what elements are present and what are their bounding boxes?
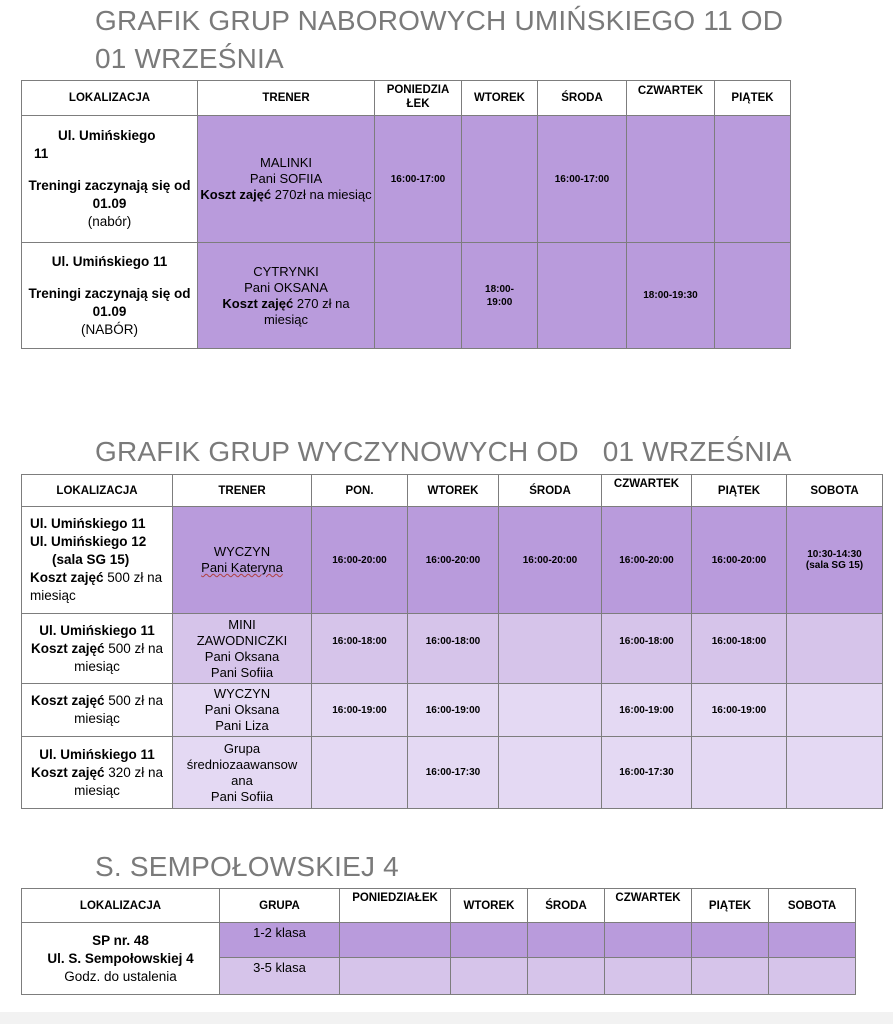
time-cell-saturday [787,507,883,614]
time-cell: 16:00-17:30 [602,737,692,809]
time-cell [715,116,791,243]
time-cell: 16:00-19:00 [312,684,408,737]
empty-cell [605,958,692,995]
time-cell [375,243,462,349]
trainer-name: Pani SOFIIA [249,171,323,186]
location-street: Ul. S. Sempołowskiej 4 [47,950,194,966]
trainer-name-2: Pani Sofiia [210,664,274,680]
time-cell [499,737,602,809]
header-wtorek: WTOREK [408,475,499,507]
section1-title-line2: 01 WRZEŚNIA [95,43,284,74]
location-cell [22,923,220,995]
trainer-cost [200,296,372,328]
empty-cell [528,923,605,958]
location-cost [24,640,170,676]
trainer-cell [173,684,312,737]
saturday-room: (sala SG 15) [805,560,864,571]
group-cell: 3-5 klasa [220,958,340,995]
empty-cell [528,958,605,995]
time-cell: 18:00-19:30 [627,243,715,349]
trainer-group: MINI [228,616,256,632]
location-cost [24,764,170,800]
trainer-cost [200,187,372,203]
trainer-cell [198,243,375,349]
time-cell: 16:00-20:00 [602,507,692,614]
header-piatek: PIĄTEK [692,475,787,507]
group-cell: 1-2 klasa [220,923,340,958]
header-piatek: PIĄTEK [692,889,769,923]
trainer-name: Pani Oksana [204,648,280,664]
competitive-schedule-table [21,474,883,809]
trainer-group-2: ZAWODNICZKI [196,632,288,648]
location-street: Ul. Umińskiego [58,128,156,143]
cost-label: Koszt zajęć [30,693,105,708]
time-cell [538,243,627,349]
header-trener: TRENER [198,81,375,116]
time-cell: 16:00-18:00 [408,614,499,684]
saturday-time: 10:30-14:30 [807,549,862,560]
location-start-note: Treningi zaczynają się od 01.09 [28,285,191,319]
location-cell [22,243,198,349]
header-sroda: ŚRODA [538,81,627,116]
time-cell [692,737,787,809]
cost-value: 270zł na miesiąc [274,187,372,202]
location-cell [22,737,173,809]
header-trener: TRENER [173,475,312,507]
time-cell [787,737,883,809]
time-cell [462,116,538,243]
cost-value: 320 zł na miesiąc [74,764,164,798]
time-cell: 16:00-18:00 [692,614,787,684]
time-cell: 16:00-17:30 [408,737,499,809]
header-czwartek: CZWARTEK [627,81,715,116]
location-status: (nabór) [87,214,132,229]
time-cell: 16:00-20:00 [692,507,787,614]
location-cell [22,507,173,614]
sempolowskiej-schedule-table [21,888,856,995]
location-street: Ul. Umińskiego 11 [51,253,168,269]
location-cell [22,684,173,737]
time-cell [715,243,791,349]
section3-title: S. SEMPOŁOWSKIEJ 4 [95,851,399,882]
header-czwartek: CZWARTEK [602,475,692,507]
empty-cell [769,923,856,958]
time-cell: 16:00-17:00 [538,116,627,243]
time-cell [787,614,883,684]
bottom-scroll-bar [0,1012,893,1024]
location-number: 11 [34,146,49,161]
trainer-cell [173,737,312,809]
trainer-name: Pani Sofiia [210,788,274,804]
empty-cell [451,923,528,958]
trainer-group-2: średniozaawansow [186,756,298,772]
header-sobota: SOBOTA [769,889,856,923]
location-street: Ul. Umińskiego 11 [39,622,155,638]
location-cell [22,116,198,243]
time-cell: 16:00-20:00 [408,507,499,614]
time-cell: 16:00-20:00 [312,507,408,614]
location-street: Ul. Umińskiego 11 [30,516,146,531]
cost-label: Koszt zajęć [30,764,105,780]
trainer-group: Grupa [223,740,261,756]
header-poniedzialek: PONIEDZIAŁEK [340,889,451,923]
header-piatek: PIĄTEK [715,81,791,116]
cost-label: Koszt zajęć [222,295,294,311]
header-grupa: GRUPA [220,889,340,923]
trainer-group: CYTRYNKI [253,263,319,279]
trainer-cell [173,507,312,614]
location-hours-note: Godz. do ustalenia [64,968,177,984]
trainer-cell [173,614,312,684]
empty-cell [340,923,451,958]
trainer-cell [198,116,375,243]
location-street: Ul. Umińskiego 11 [39,746,155,762]
time-cell: 16:00-20:00 [499,507,602,614]
recruitment-schedule-table [21,80,791,349]
cost-value: 270 zł na miesiąc [263,295,350,327]
location-room: (sala SG 15) [52,552,130,567]
time-cell: 16:00-17:00 [375,116,462,243]
section1-title-line1: GRAFIK GRUP NABOROWYCH UMIŃSKIEGO 11 OD [95,5,784,36]
header-sobota: SOBOTA [787,475,883,507]
empty-cell [692,958,769,995]
cost-label: Koszt zajęć [30,570,104,585]
header-czwartek: CZWARTEK [605,889,692,923]
location-cell [22,614,173,684]
time-cell: 16:00-18:00 [312,614,408,684]
header-lokalizacja: LOKALIZACJA [22,889,220,923]
location-status: (NABÓR) [81,321,138,337]
header-sroda: ŚRODA [528,889,605,923]
time-cell [787,684,883,737]
time-cell [312,737,408,809]
trainer-name-2: Pani Liza [215,718,269,733]
trainer-name: Pani OKSANA [244,279,328,295]
location-street-2: Ul. Umińskiego 12 [30,534,147,549]
header-poniedzialek: PONIEDZIA ŁEK [375,81,462,116]
cost-value: 500 zł na miesiąc [74,693,164,726]
location-school: SP nr. 48 [92,932,149,948]
section2-title: GRAFIK GRUP WYCZYNOWYCH OD 01 WRZEŚNIA [95,436,792,467]
cost-value: 500 zł na miesiąc [30,570,163,603]
cost-value: 500 zł na miesiąc [74,640,164,674]
time-cell: 16:00-19:00 [602,684,692,737]
trainer-group: MALINKI [259,155,312,170]
header-pon: PON. [312,475,408,507]
trainer-group: WYCZYN [213,686,271,701]
time-cell: 18:00- 19:00 [462,243,538,349]
location-cost [24,692,170,728]
header-wtorek: WTOREK [462,81,538,116]
header-wtorek: WTOREK [451,889,528,923]
time-cell: 16:00-19:00 [408,684,499,737]
trainer-group-3: ana [231,772,253,788]
empty-cell [692,923,769,958]
time-cell [499,684,602,737]
header-lokalizacja: LOKALIZACJA [22,475,173,507]
location-start-note: Treningi zaczynają się od 01.09 [28,178,191,211]
empty-cell [451,958,528,995]
header-sroda: ŚRODA [499,475,602,507]
trainer-group: WYCZYN [213,544,271,559]
cost-label: Koszt zajęć [30,640,105,656]
time-cell [627,116,715,243]
time-cell [499,614,602,684]
empty-cell [769,958,856,995]
location-cost [30,569,170,605]
empty-cell [605,923,692,958]
time-cell: 16:00-19:00 [692,684,787,737]
header-lokalizacja: LOKALIZACJA [22,81,198,116]
trainer-name: Pani Kateryna [201,560,283,575]
empty-cell [340,958,451,995]
trainer-name: Pani Oksana [204,702,280,717]
cost-label: Koszt zajęć [200,187,272,202]
time-cell: 16:00-18:00 [602,614,692,684]
